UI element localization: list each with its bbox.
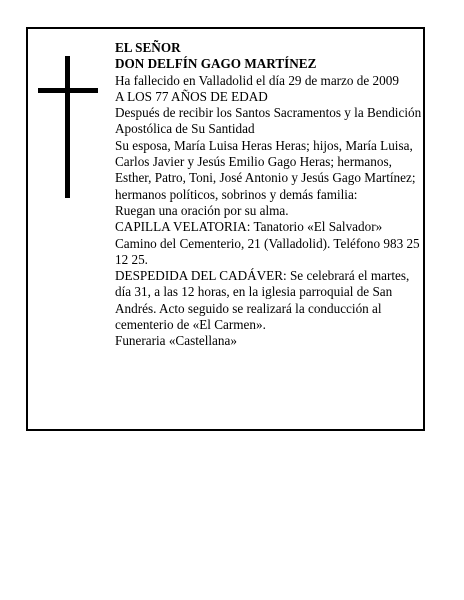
funeral-home: Funeraria «Castellana» [115, 333, 237, 349]
sacraments-line: Después de recibir los Santos Sacramentos y la Bendición Apostólica de Su Santidad [115, 105, 422, 137]
notice-text [115, 40, 422, 350]
cross-icon [38, 56, 98, 198]
cross-vertical-bar [65, 56, 70, 198]
family-list: Su esposa, María Luisa Heras Heras; hijos, María Luisa, Carlos Javier y Jesús Emilio Gago Heras; hermanos, Esther, Patro, Toni, José Antonio y Jesús Gago Martínez; hermanos políticos, sobrinos y demás familia: [115, 137, 416, 202]
farewell-info: DESPEDIDA DEL CADÁVER: Se celebrará el martes, día 31, a las 12 horas, en la iglesia parroquial de San Andrés. Acto seguido se realizará la conducción al cementerio de «El Carmen». [115, 268, 410, 333]
prayer-request: Ruegan una oración por su alma. [115, 202, 289, 218]
obituary-notice [26, 27, 425, 431]
death-announcement: Ha fallecido en Valladolid el día 29 de marzo de 2009 [115, 72, 399, 88]
age-line: A LOS 77 AÑOS DE EDAD [115, 88, 268, 104]
wake-chapel-info: CAPILLA VELATORIA: Tanatorio «El Salvador» Camino del Cementerio, 21 (Valladolid). Teléfono 983 25 12 25. [115, 219, 420, 267]
notice-title: EL SEÑOR [115, 40, 181, 55]
cross-horizontal-bar [38, 88, 98, 93]
deceased-name: DON DELFÍN GAGO MARTÍNEZ [115, 56, 317, 72]
